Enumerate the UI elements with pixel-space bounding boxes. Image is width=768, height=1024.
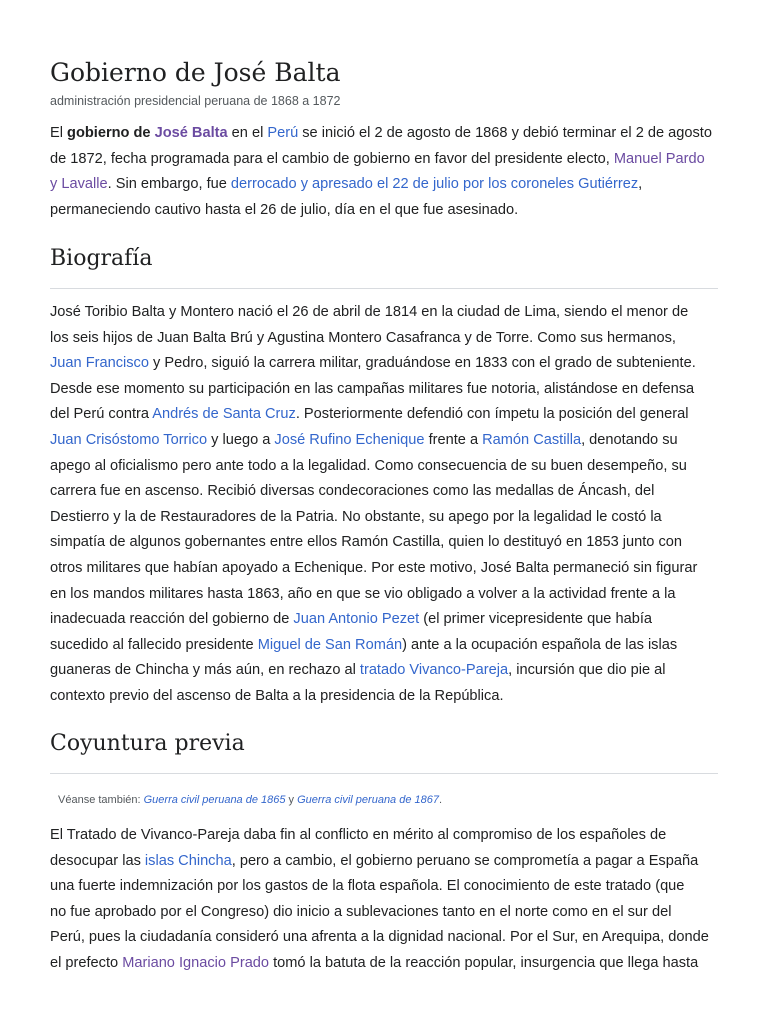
text: (el primer vicepresidente que había — [419, 611, 653, 628]
text: desocupar las — [50, 852, 145, 869]
text: . Sin embargo, fue — [107, 176, 231, 193]
text: de 1872, fecha programada para el cambio de gobierno en favor del presidente electo, — [50, 150, 614, 167]
text-line: no fue aprobado por el Congreso) dio inicio a sublevaciones tanto en el norte como en el sur del — [50, 903, 672, 920]
text-line: simpatía de algunos gobernantes entre ellos Ramón Castilla, quien lo destituyó en 1853 junto con — [50, 534, 682, 551]
text: El — [50, 125, 68, 141]
text-line — [50, 172, 730, 198]
link-juan-francisco[interactable]: Juan Francisco — [50, 355, 149, 372]
text-line — [50, 147, 730, 173]
hatnote — [58, 792, 442, 808]
link-echenique[interactable]: José Rufino Echenique — [274, 431, 425, 448]
text-line: apego al oficialismo pero ante todo a la legalidad. Como consecuencia de su buen desempeño, su — [50, 457, 687, 474]
text: frente a — [424, 431, 483, 448]
text: , denotando su — [581, 431, 678, 448]
section-divider — [50, 288, 718, 289]
intro-paragraph — [50, 121, 730, 223]
section-heading-biografia: Biografía — [50, 246, 153, 271]
text-line: otros militares que habían apoyado a Echenique. Por este motivo, José Balta permaneció sin figurar — [50, 559, 698, 576]
text-line — [50, 428, 730, 454]
text-line: una fuerte indemnización por los gastos de la flota española. El conocimiento de este tratado (que — [50, 878, 685, 895]
text: el prefecto — [50, 954, 123, 971]
text-line: carrera fue en ascenso. Recibió diversas condecoraciones como las medallas de Áncash, del — [50, 483, 655, 500]
link-torrico[interactable]: Juan Crisóstomo Torrico — [50, 431, 208, 448]
text-line: El Tratado de Vivanco-Pareja daba fin al conflicto en mérito al compromiso de los españoles de — [50, 827, 667, 843]
text: se inició el 2 de agosto de 1868 y debió terminar el 2 de agosto — [298, 125, 712, 141]
text: del Perú contra — [50, 406, 153, 423]
page-subtitle: administración presidencial peruana de 1868 a 1872 — [50, 94, 341, 108]
text-line: los seis hijos de Juan Balta Brú y Agustina Montero Casafranca y de Torre. Como sus hermanos, — [50, 329, 676, 346]
link-vivanco-pareja[interactable]: tratado Vivanco-Pareja — [359, 662, 509, 679]
link-santa-cruz[interactable]: Andrés de Santa Cruz — [152, 406, 296, 423]
text: , — [638, 176, 643, 193]
text-line — [50, 951, 730, 977]
text-line: José Toribio Balta y Montero nació el 26 de abril de 1814 en la ciudad de Lima, siendo el menor de — [50, 304, 689, 320]
link-mariano-prado[interactable]: Mariano Ignacio Prado — [122, 954, 270, 971]
text-line — [50, 121, 730, 147]
text: inadecuada reacción del gobierno de — [50, 611, 294, 628]
text: guaneras de Chincha y más aún, en rechazo al — [50, 662, 360, 679]
text: en el — [227, 125, 268, 141]
text-line — [50, 351, 730, 377]
text: , incursión que dio pie al — [508, 662, 666, 679]
text-line: en los mandos militares hasta 1863, año en que se vio obligado a volver a la actividad frente a la — [50, 585, 676, 602]
biografia-paragraph — [50, 300, 730, 710]
link-pezet[interactable]: Juan Antonio Pezet — [293, 611, 420, 628]
text: y luego a — [207, 431, 275, 448]
text-line — [50, 849, 730, 875]
text-line: Desde ese momento su participación en las campañas militares fue notoria, alistándose en defensa — [50, 380, 695, 397]
text: . — [439, 794, 443, 806]
link-peru[interactable]: Perú — [267, 125, 299, 141]
link-derrocado[interactable]: derrocado y apresado el 22 de julio por los coroneles Gutiérrez — [230, 176, 639, 193]
text-line — [50, 633, 730, 659]
text-line — [50, 658, 730, 684]
coyuntura-paragraph — [50, 823, 730, 977]
text: , pero a cambio, el gobierno peruano se comprometía a pagar a España — [231, 852, 699, 869]
link-islas-chincha[interactable]: islas Chincha — [144, 852, 232, 869]
section-heading-coyuntura: Coyuntura previa — [50, 731, 245, 756]
link-castilla[interactable]: Ramón Castilla — [482, 431, 582, 448]
section-divider — [50, 773, 718, 774]
text: tomó la batuta de la reacción popular, insurgencia que llega hasta — [269, 954, 699, 971]
text: ) ante a la ocupación española de las islas — [402, 636, 678, 653]
text-line: contexto previo del ascenso de Balta a la presidencia de la República. — [50, 687, 504, 704]
text: y Pedro, siguió la carrera militar, graduándose en 1833 con el grado de subteniente. — [148, 355, 696, 372]
page-title: Gobierno de José Balta — [50, 58, 341, 87]
link-san-roman[interactable]: Miguel de San Román — [257, 636, 403, 653]
text-line — [50, 607, 730, 633]
text-line: permaneciendo cautivo hasta el 26 de julio, día en el que fue asesinado. — [50, 201, 519, 218]
text: y — [285, 794, 298, 806]
text-line: Destierro y la de Restauradores de la Patria. No obstante, su apego por la legalidad le costó la — [50, 508, 662, 525]
bold-text: gobierno de — [67, 125, 155, 141]
link-guerra-civil-1865[interactable]: Guerra civil peruana de 1865 — [143, 794, 286, 806]
text: sucedido al fallecido presidente — [50, 636, 258, 653]
link-manuel-pardo-cont[interactable]: y Lavalle — [50, 176, 108, 193]
link-guerra-civil-1867[interactable]: Guerra civil peruana de 1867 — [297, 794, 439, 806]
text-line — [50, 402, 730, 428]
text-line: Perú, pues la ciudadanía consideró una afrenta a la dignidad nacional. Por el Sur, en Arequipa, donde — [50, 929, 709, 946]
link-manuel-pardo[interactable]: Manuel Pardo — [613, 150, 705, 167]
link-jose-balta[interactable]: José Balta — [154, 125, 228, 141]
text: . Posteriormente defendió con ímpetu la posición del general — [295, 406, 689, 423]
hatnote-prefix: Véanse también: — [58, 794, 144, 806]
